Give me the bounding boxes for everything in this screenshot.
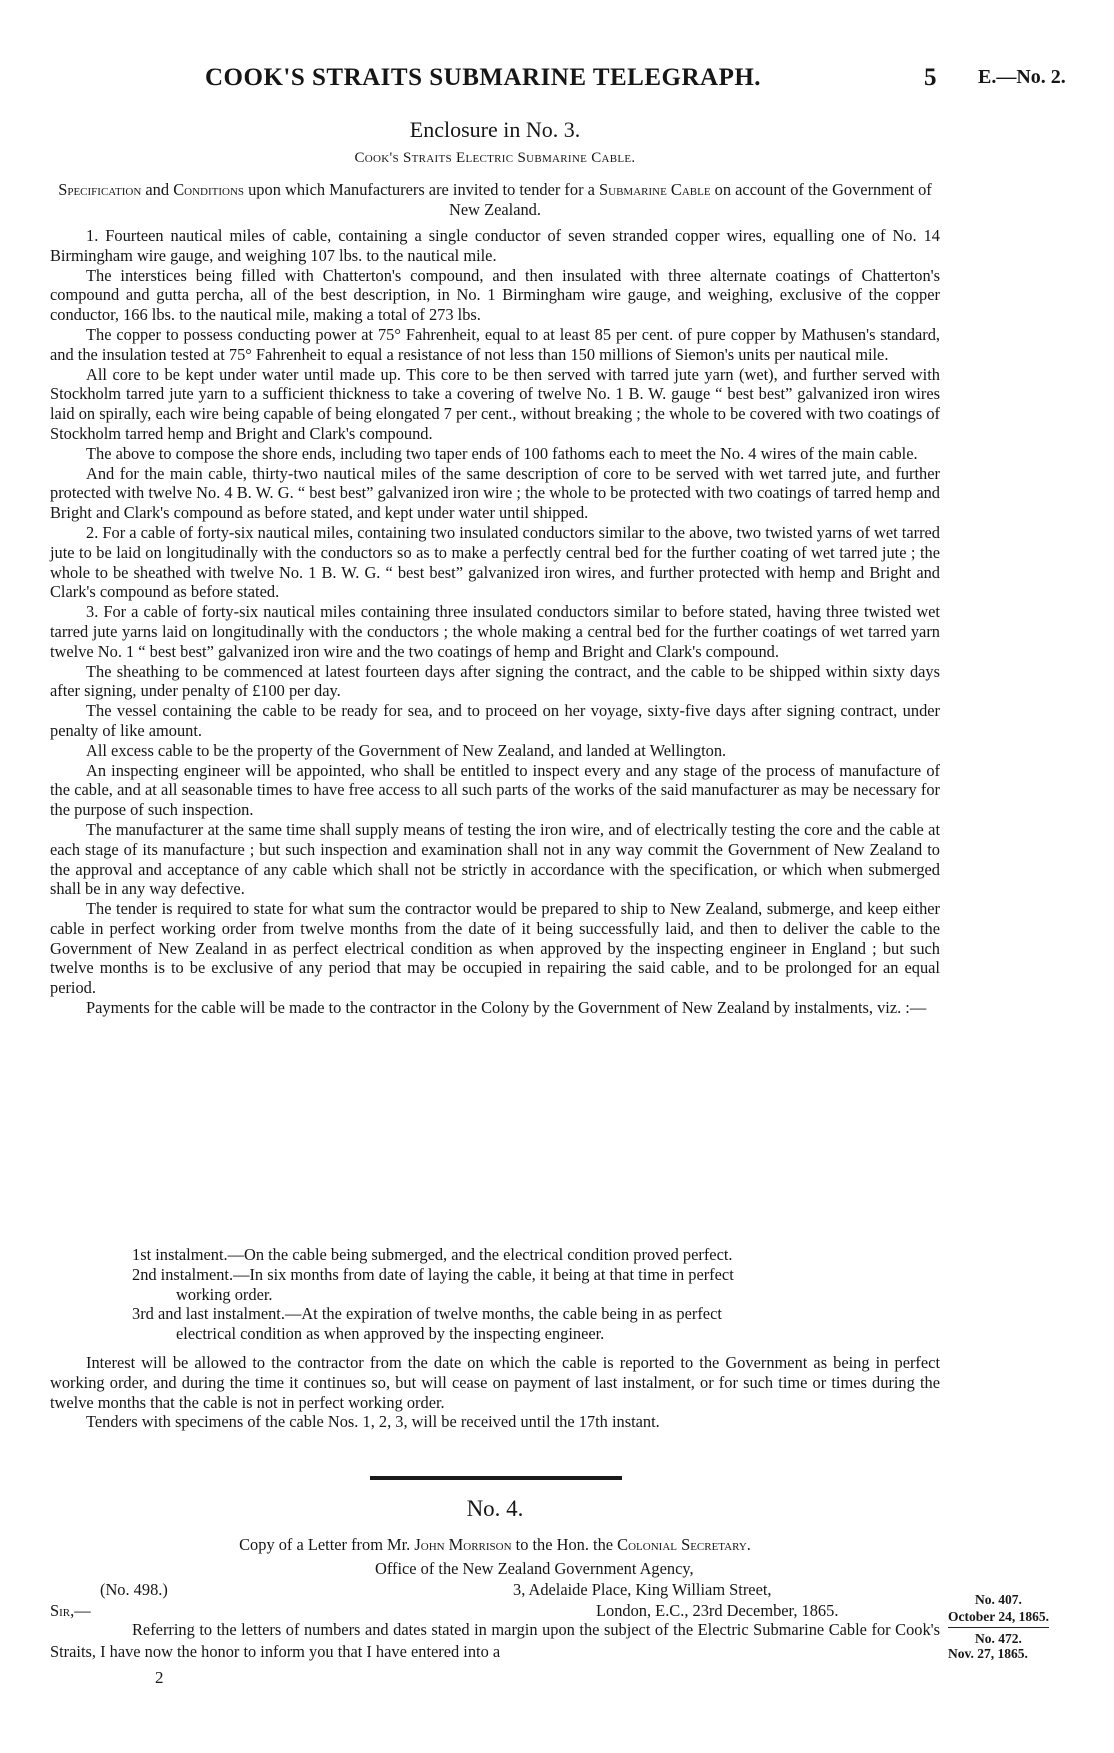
paragraph: Payments for the cable will be made to the contractor in the Colony by the Government of New Zealand by instalments, viz. :— — [86, 998, 927, 1018]
instalment-list — [50, 1245, 940, 1344]
paragraph: Tenders with specimens of the cable Nos. 1, 2, 3, will be received until the 17th instant. — [86, 1412, 660, 1432]
paragraph: The interstices being filled with Chatterton's compound, and then insulated with three alternate coatings of Chatterton's compound and gutta percha, all of the best description, in No. 1 Birmingham wire gauge, and weighing, exclusive of the copper conductor, 166 lbs. to the nautical mile, making a total of 273 lbs. — [50, 265, 940, 325]
letter-reference: (No. 498.) — [100, 1580, 168, 1599]
paragraph: The sheathing to be commenced at latest fourteen days after signing the contract, and the cable to be shipped within sixty days after signing, under penalty of £100 per day. — [50, 661, 940, 701]
paragraph: The above to compose the shore ends, including two taper ends of 100 fathoms each to meet the No. 4 wires of the main cable. — [86, 443, 918, 463]
paragraph: All core to be kept under water until made up. This core to be then served with tarred jute yarn (wet), and further served with Stockholm tarred jute yarn to a sufficient thickness to take a covering of twelve No. 1 B. W. gauge “ best best” galvanized iron wires laid on spirally, each wire being capable of being elongated 7 per cent., without breaking ; the whole to be covered with two coatings of Stockholm tarred hemp and Bright and Clark's compound. — [50, 364, 940, 443]
margin-note-date: Nov. 27, 1865. — [948, 1646, 1028, 1661]
spec-end: on account of the Government of New Zealand. — [449, 180, 932, 219]
paragraph: The tender is required to state for what sum the contractor would be prepared to ship to New Zealand, submerge, and keep either cable in perfect working order from twelve months from the date of it being successfully laid, and then to deliver the cable to the Government of New Zealand in as perfect electrical condition as when approved by the inspecting engineer in England ; but such twelve months is to be exclusive of any period that may be occupied in repairing the said cable, and to be prolonged for an equal period. — [50, 899, 940, 998]
paragraph: All excess cable to be the property of the Government of New Zealand, and landed at Wellington. — [86, 740, 727, 760]
letter-sender-name: John Morrison — [414, 1535, 512, 1554]
margin-note-number: No. 407. — [975, 1592, 1022, 1607]
closing-body — [50, 1353, 940, 1432]
paragraph: The copper to possess conducting power at 75° Fahrenheit, equal to at least 85 per cent. of pure copper by Mathusen's standard, and the insulation tested at 75° Fahrenheit to equal a resistance of not less than 150 millions of Siemon's units per nautical mile. — [50, 324, 940, 364]
page-header — [0, 64, 1114, 98]
letter-title-part: to the Hon. the — [511, 1535, 618, 1554]
enclosure-title: Enclosure in No. 3. — [409, 117, 581, 142]
paragraph: The vessel containing the cable to be ready for sea, and to proceed on her voyage, sixty-five days after signing contract, under penalty of like amount. — [50, 701, 940, 740]
letter-address-line: Office of the New Zealand Government Agency, — [375, 1559, 694, 1578]
letter-title-part: Copy of a Letter from Mr. — [239, 1535, 415, 1554]
letter-title — [50, 1535, 940, 1555]
instalment-continuation: working order. — [176, 1284, 273, 1304]
spec-word-submarine-cable: Submarine Cable — [599, 180, 711, 199]
margin-note-number: No. 472. — [975, 1631, 1022, 1646]
specification-heading — [50, 180, 940, 220]
instalment-item: 2nd instalment.—In six months from date of laying the cable, it being at that time in perfect — [132, 1264, 734, 1284]
letter-title-part: . — [746, 1535, 751, 1554]
margin-note-date: October 24, 1865. — [948, 1609, 1049, 1628]
letter-address-line: London, E.C., 23rd December, 1865. — [596, 1601, 839, 1620]
spec-and: and — [141, 180, 174, 199]
running-title: COOK'S STRAITS SUBMARINE TELEGRAPH. — [205, 64, 762, 91]
letter-recipient-office: Colonial Secretary — [617, 1535, 747, 1554]
signature-mark: 2 — [155, 1668, 164, 1687]
document-reference: E.—No. 2. — [978, 66, 1066, 88]
paragraph: 3. For a cable of forty-six nautical miles containing three insulated conductors similar to before stated, having three twisted wet tarred jute yarns laid on longitudinally with the conductors ; the whole making a central bed for the further coatings of wet tarred yarn twelve No. 1 “ best best” galvanized iron wire and the two coatings of hemp and Bright and Clark's compound. — [50, 602, 940, 661]
paragraph: And for the main cable, thirty-two nautical miles of the same description of core to be served with wet tarred jute, and further protected with twelve No. 4 B. W. G. “ best best” galvanized iron wire ; the whole to be protected with two coatings of tarred hemp and Bright and Clark's compound as before stated, and kept under water until shipped. — [50, 463, 940, 523]
instalment-continuation: electrical condition as when approved by the inspecting engineer. — [176, 1324, 605, 1344]
paragraph: 1. Fourteen nautical miles of cable, containing a single conductor of seven stranded copper wires, equalling one of No. 14 Birmingham wire gauge, and weighing 107 lbs. to the nautical mile. — [50, 226, 940, 265]
paragraph: The manufacturer at the same time shall supply means of testing the iron wire, and of electrically testing the core and the cable at each stage of its manufacture ; but such inspection and examination shall not in any way commit the Government of New Zealand to the approval and acceptance of any cable which shall not be strictly in accordance with the specification, or which when submerged shall be in any way defective. — [50, 819, 940, 899]
letter-salutation: Sir,— — [50, 1601, 91, 1620]
instalment-item: 3rd and last instalment.—At the expiration of twelve months, the cable being in as perfect — [132, 1304, 722, 1324]
letter-number: No. 4. — [466, 1496, 524, 1521]
spec-word-conditions: Conditions — [173, 180, 245, 199]
spec-word-specification: Specification — [58, 180, 142, 199]
specification-body — [50, 226, 940, 1018]
instalment-item: 1st instalment.—On the cable being submerged, and the electrical condition proved perfect. — [132, 1245, 733, 1264]
letter-body: Referring to the letters of numbers and dates stated in margin upon the subject of the Electric Submarine Cable for Cook's Straits, I have now the honor to inform you that I have entered into a — [50, 1620, 940, 1661]
paragraph: Interest will be allowed to the contractor from the date on which the cable is reported to the Government as being in perfect working order, and during the time it continues so, but will cease on payment of last instalment, or for such time or times during the twelve months that the cable is not in perfect working order. — [50, 1353, 940, 1412]
paragraph: An inspecting engineer will be appointed, who shall be entitled to inspect every and any stage of the process of manufacture of the cable, and at all seasonable times to have free access to all such parts of the works of the said manufacturer as may be necessary for the purpose of such inspection. — [50, 760, 940, 820]
page-number: 5 — [924, 64, 937, 91]
spec-rest: upon which Manufacturers are invited to tender for a — [244, 180, 600, 199]
enclosure-subtitle: Cook's Straits Electric Submarine Cable. — [354, 150, 636, 166]
paragraph: 2. For a cable of forty-six nautical miles, containing two insulated conductors similar to the above, two twisted yarns of wet tarred jute to be laid on longitudinally with the conductors so as to make a perfectly central bed for the further coating of wet tarred jute ; the whole to be sheathed with twelve No. 1 B. W. G. “ best best” galvanized iron wires, and further protected with hemp and Bright and Clark's compound as before stated. — [50, 522, 940, 602]
letter-address-line: 3, Adelaide Place, King William Street, — [513, 1580, 772, 1599]
section-divider — [370, 1476, 622, 1480]
